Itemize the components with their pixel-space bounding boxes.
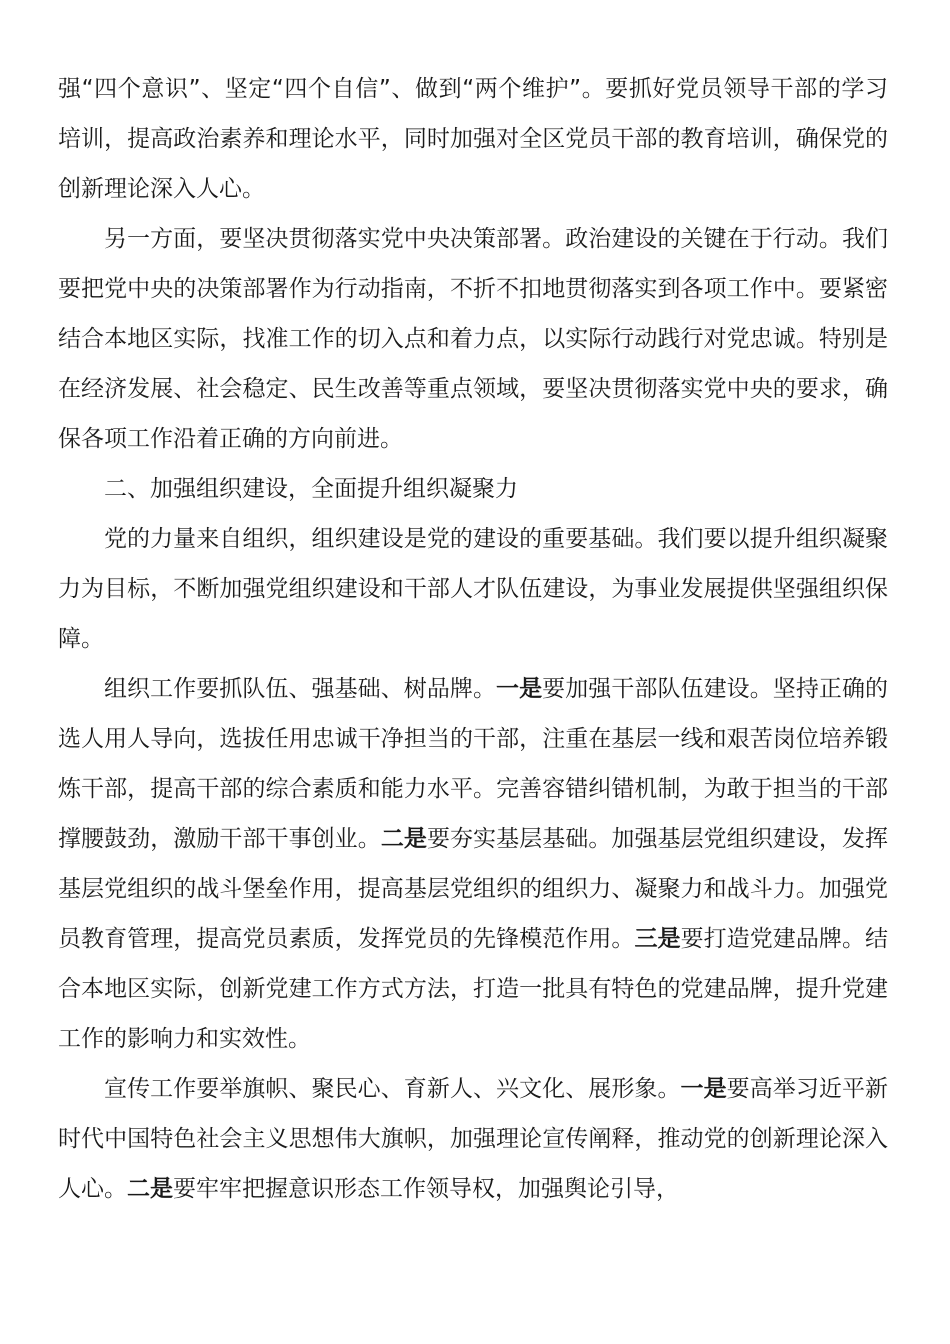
paragraph-continuation: 强“四个意识”、坚定“四个自信”、做到“两个维护”。要抓好党员领导干部的学习培训，提高政治素养和理论水平，同时加强对全区党员干部的教育培训，确保党的创新理论深入人心。 xyxy=(58,76,888,202)
bold-marker-second: 二是 xyxy=(127,1176,173,1202)
text-segment: 要牢牢把握意识形态工作领导权，加强舆论引导， xyxy=(173,1176,679,1202)
text-segment: 宣传工作要举旗帜、聚民心、育新人、兴文化、展形象。 xyxy=(104,1076,681,1102)
text-segment: 要打造党建品牌。结合本地区实际，创新党建工作方式方法，打造一批具有特色的党建品牌，提升党建工作的影响力和实效性。 xyxy=(58,926,889,1052)
section-heading-organization: 二、加强组织建设，全面提升组织凝聚力 xyxy=(104,476,518,502)
bold-marker-first: 一是 xyxy=(680,1076,727,1102)
bold-marker-second: 二是 xyxy=(380,826,427,852)
paragraph-organization-intro: 党的力量来自组织，组织建设是党的建设的重要基础。我们要以提升组织凝聚力为目标，不断加强党组织建设和干部人才队伍建设，为事业发展提供坚强组织保障。 xyxy=(58,526,888,652)
text-segment: 要加强干部队伍建设。坚持正确的选人用人导向，选拔任用忠诚干净担当的干部，注重在基层一线和艰苦岗位培养锻炼干部，提高干部的综合素质和能力水平。完善容错纠错机制，为敢于担当的干部撑腰鼓劲，激励干部干事创业。 xyxy=(58,676,889,852)
text-segment: 要高举习近平新时代中国特色社会主义思想伟大旗帜，加强理论宣传阐释，推动党的创新理论深入人心。 xyxy=(58,1076,889,1202)
bold-marker-first: 一是 xyxy=(496,676,543,702)
text-segment: 要夯实基层基础。加强基层党组织建设，发挥基层党组织的战斗堡垒作用，提高基层党组织的组织力、凝聚力和战斗力。加强党员教育管理，提高党员素质，发挥党员的先锋模范作用。 xyxy=(58,826,889,952)
document-body xyxy=(58,64,888,1214)
text-segment: 组织工作要抓队伍、强基础、树品牌。 xyxy=(104,676,497,702)
paragraph-organization-work xyxy=(58,664,888,1064)
paragraph-policy-implementation: 另一方面，要坚决贯彻落实党中央决策部署。政治建设的关键在于行动。我们要把党中央的决策部署作为行动指南，不折不扣地贯彻落实到各项工作中。要紧密结合本地区实际，找准工作的切入点和着力点，以实际行动践行对党忠诚。特别是在经济发展、社会稳定、民生改善等重点领域，要坚决贯彻落实党中央的要求，确保各项工作沿着正确的方向前进。 xyxy=(58,226,888,452)
bold-marker-third: 三是 xyxy=(634,926,681,952)
paragraph-publicity-work xyxy=(58,1064,888,1214)
